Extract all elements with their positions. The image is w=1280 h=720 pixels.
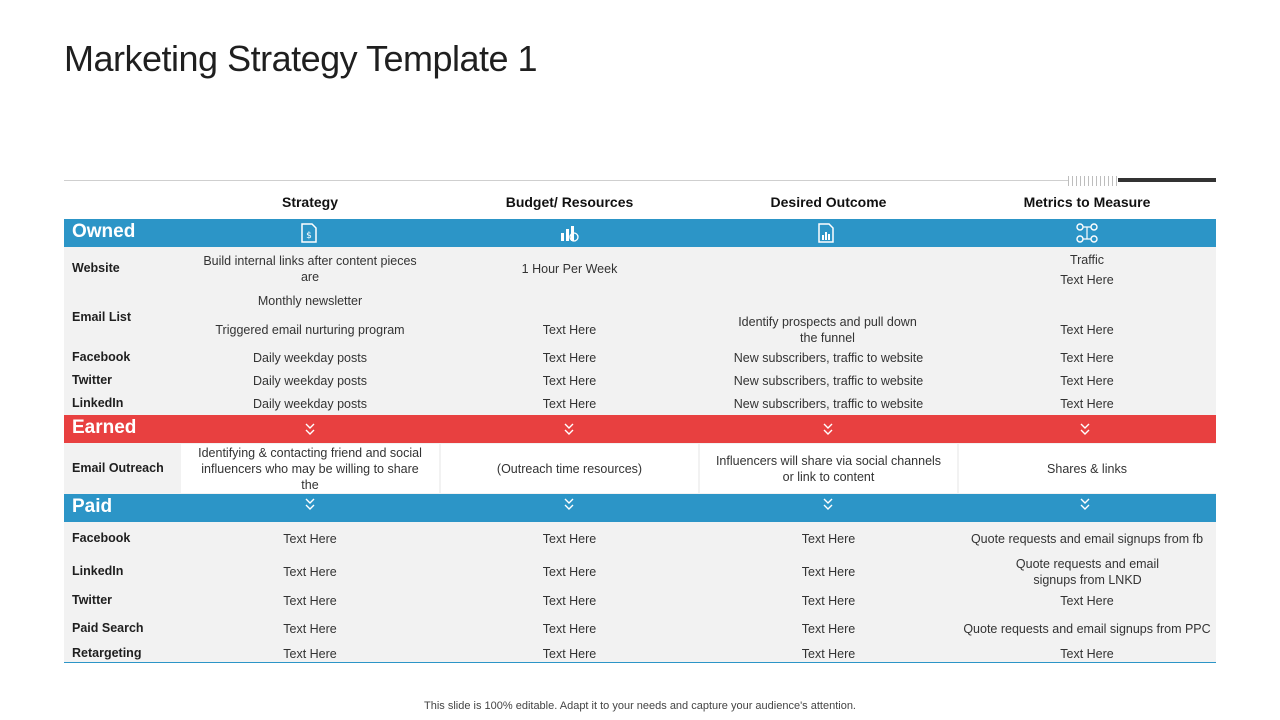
cell-paid-linkedin-metrics: Quote requests and email signups from LNKD [1015, 557, 1160, 587]
chevron-double-down-icon [300, 494, 320, 514]
cell-paid-linkedin-outcome: Text Here [801, 565, 856, 579]
cell-twitter-strategy: Daily weekday posts [253, 374, 367, 388]
cell-website-budget: 1 Hour Per Week [521, 262, 618, 276]
cell-paid-facebook-budget: Text Here [542, 532, 597, 546]
cell-facebook-budget: Text Here [542, 351, 597, 365]
cell-website-strategy: Build internal links after content pieces are [203, 254, 417, 284]
decorative-bar [1118, 178, 1216, 182]
cell-facebook-outcome: New subscribers, traffic to website [733, 351, 924, 365]
cell-email-list-budget: Text Here [542, 323, 597, 337]
bar-chart-dollar-icon [559, 223, 579, 243]
cell-paid-twitter-metrics: Text Here [1060, 594, 1114, 608]
row-label-paid-facebook: Facebook [72, 531, 131, 545]
row-label-email-outreach: Email Outreach [72, 461, 164, 475]
chevron-double-down-icon [559, 494, 579, 514]
svg-text:$: $ [306, 231, 312, 241]
cell-email-outreach-metrics: Shares & links [1047, 462, 1127, 476]
cell-linkedin-metrics: Text Here [1060, 397, 1114, 411]
section-band-owned [64, 219, 1216, 247]
chevron-double-down-icon [818, 494, 838, 514]
cell-facebook-strategy: Daily weekday posts [253, 351, 367, 365]
cell-website-metrics-1: Traffic [1069, 253, 1105, 267]
column-header-outcome: Desired Outcome [770, 194, 887, 210]
chevron-double-down-icon [1075, 494, 1095, 514]
row-label-paid-linkedin: LinkedIn [72, 564, 124, 578]
cell-retargeting-outcome: Text Here [801, 647, 856, 661]
cell-linkedin-budget: Text Here [542, 397, 597, 411]
cell-twitter-outcome: New subscribers, traffic to website [733, 374, 924, 388]
cell-paid-search-outcome: Text Here [801, 622, 856, 636]
cell-paid-linkedin-strategy: Text Here [283, 565, 337, 579]
section-band-earned [64, 415, 1216, 443]
cell-paid-facebook-metrics: Quote requests and email signups from fb [970, 532, 1204, 546]
row-label-paid-search: Paid Search [72, 621, 144, 635]
cell-twitter-budget: Text Here [542, 374, 597, 388]
document-chart-icon [817, 223, 837, 243]
cell-email-outreach-outcome: Influencers will share via social channels or link to content [715, 454, 942, 484]
cell-facebook-metrics: Text Here [1060, 351, 1114, 365]
cell-paid-facebook-strategy: Text Here [283, 532, 337, 546]
column-header-metrics: Metrics to Measure [1023, 194, 1151, 210]
cell-paid-twitter-budget: Text Here [542, 594, 597, 608]
cell-retargeting-strategy: Text Here [283, 647, 337, 661]
header-divider [64, 180, 1068, 181]
section-label-owned: Owned [72, 221, 136, 242]
cell-twitter-metrics: Text Here [1060, 374, 1114, 388]
cell-website-metrics-2: Text Here [1060, 273, 1114, 287]
cell-paid-twitter-outcome: Text Here [801, 594, 856, 608]
row-label-linkedin: LinkedIn [72, 396, 124, 410]
chevron-double-down-icon [300, 419, 320, 439]
cell-linkedin-strategy: Daily weekday posts [253, 397, 367, 411]
cell-paid-search-budget: Text Here [542, 622, 597, 636]
footer-note: This slide is 100% editable. Adapt it to your needs and capture your audience's attention. [424, 700, 856, 712]
row-label-email-list: Email List [72, 310, 132, 324]
cell-retargeting-budget: Text Here [542, 647, 597, 661]
row-label-paid-twitter: Twitter [72, 593, 113, 607]
cell-email-list-strategy-2: Triggered email nurturing program [215, 323, 405, 337]
cell-paid-linkedin-budget: Text Here [542, 565, 597, 579]
cell-paid-search-metrics: Quote requests and email signups from PPC [963, 622, 1211, 636]
cell-retargeting-metrics: Text Here [1060, 647, 1114, 661]
section-band-paid [64, 494, 1216, 522]
document-dollar-icon [300, 223, 320, 243]
cell-email-list-metrics: Text Here [1060, 323, 1114, 337]
column-header-budget: Budget/ Resources [505, 194, 634, 210]
page-title: Marketing Strategy Template 1 [64, 38, 538, 79]
cell-email-list-strategy-1: Monthly newsletter [257, 294, 363, 308]
cell-linkedin-outcome: New subscribers, traffic to website [733, 397, 924, 411]
network-nodes-icon [1076, 223, 1096, 243]
cell-email-outreach-budget: (Outreach time resources) [496, 462, 643, 476]
row-label-retargeting: Retargeting [72, 646, 142, 660]
row-label-website: Website [72, 261, 120, 275]
cell-paid-twitter-strategy: Text Here [283, 594, 337, 608]
row-label-facebook: Facebook [72, 350, 131, 364]
column-header-strategy: Strategy [281, 194, 339, 210]
decorative-ticks [1068, 176, 1118, 186]
section-label-earned: Earned [72, 417, 137, 438]
chevron-double-down-icon [818, 419, 838, 439]
table-bottom-border [64, 662, 1216, 663]
chevron-double-down-icon [559, 419, 579, 439]
cell-email-outreach-strategy: Identifying & contacting friend and social influencers who may be willing to share the [198, 446, 422, 492]
row-label-twitter: Twitter [72, 373, 113, 387]
section-label-paid: Paid [72, 496, 113, 517]
cell-paid-search-strategy: Text Here [283, 622, 337, 636]
cell-paid-facebook-outcome: Text Here [801, 532, 856, 546]
cell-email-list-outcome: Identify prospects and pull down the funnel [738, 315, 917, 345]
chevron-double-down-icon [1075, 419, 1095, 439]
